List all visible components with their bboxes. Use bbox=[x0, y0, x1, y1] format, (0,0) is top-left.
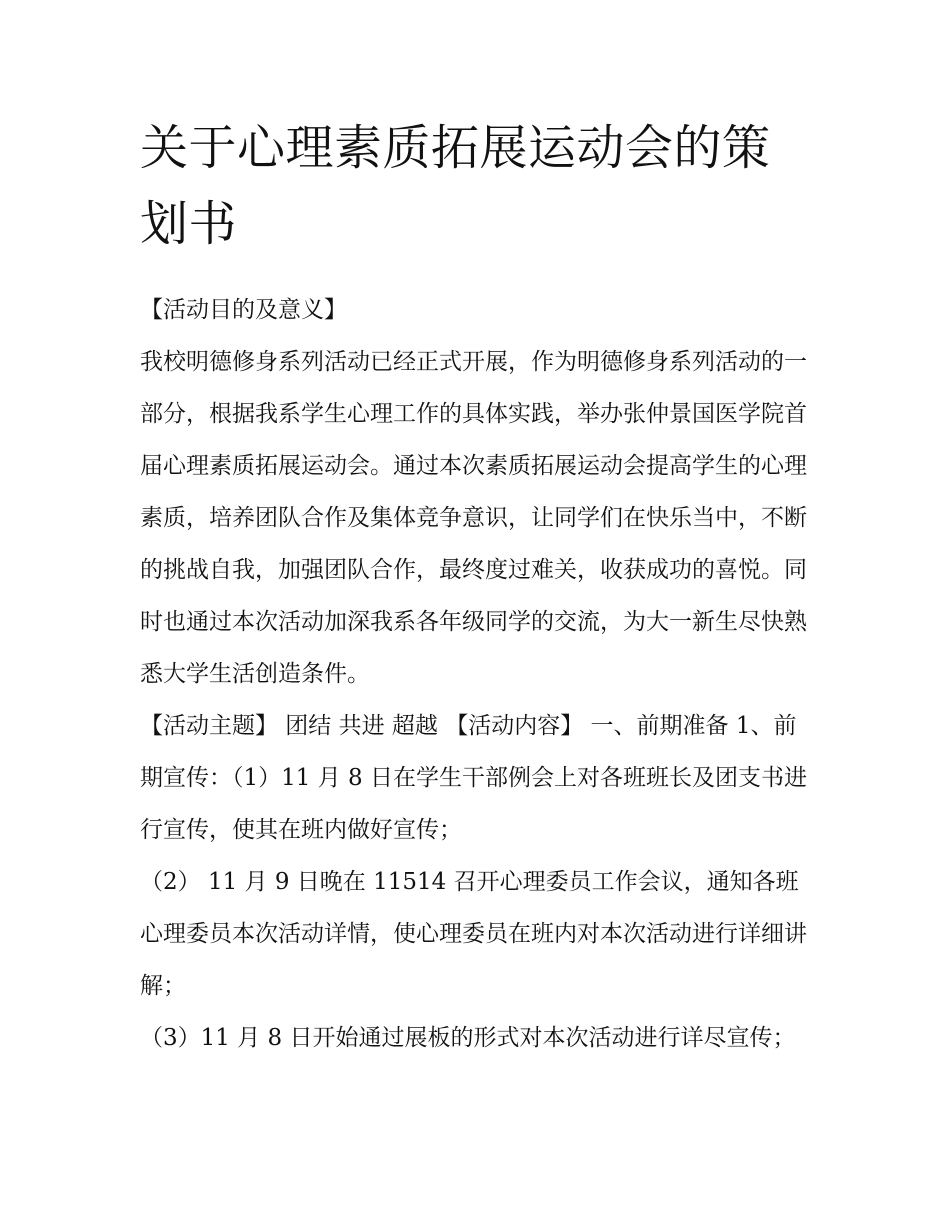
document-page bbox=[140, 110, 812, 1064]
section-heading-purpose: 【活动目的及意义】 bbox=[140, 297, 347, 323]
paragraph-item-3: （3）11 月 8 日开始通过展板的形式对本次活动进行详尽宣传； bbox=[140, 1025, 796, 1051]
paragraph-item-2: （2） 11 月 9 日晚在 11514 召开心理委员工作会议，通知各班心理委员本次活动详情，使心理委员在班内对本次活动进行详细讲解； bbox=[140, 869, 807, 999]
document-title: 关于心理素质拓展运动会的策划书 bbox=[140, 120, 771, 252]
paragraph-purpose-body: 我校明德修身系列活动已经正式开展，作为明德修身系列活动的一部分，根据我系学生心理工作的具体实践，举办张仲景国医学院首届心理素质拓展运动会。通过本次素质拓展运动会提高学生的心理素质，培养团队合作及集体竞争意识，让同学们在快乐当中，不断的挑战自我，加强团队合作，最终度过难关，收获成功的喜悦。同时也通过本次活动加深我系各年级同学的交流，为大一新生尽快熟悉大学生活创造条件。 bbox=[140, 349, 807, 687]
paragraph-theme-and-content: 【活动主题】 团结 共进 超越 【活动内容】 一、前期准备 1、前期宣传：（1）11 月 8 日在学生干部例会上对各班班长及团支书进行宣传，使其在班内做好宣传； bbox=[140, 713, 807, 843]
